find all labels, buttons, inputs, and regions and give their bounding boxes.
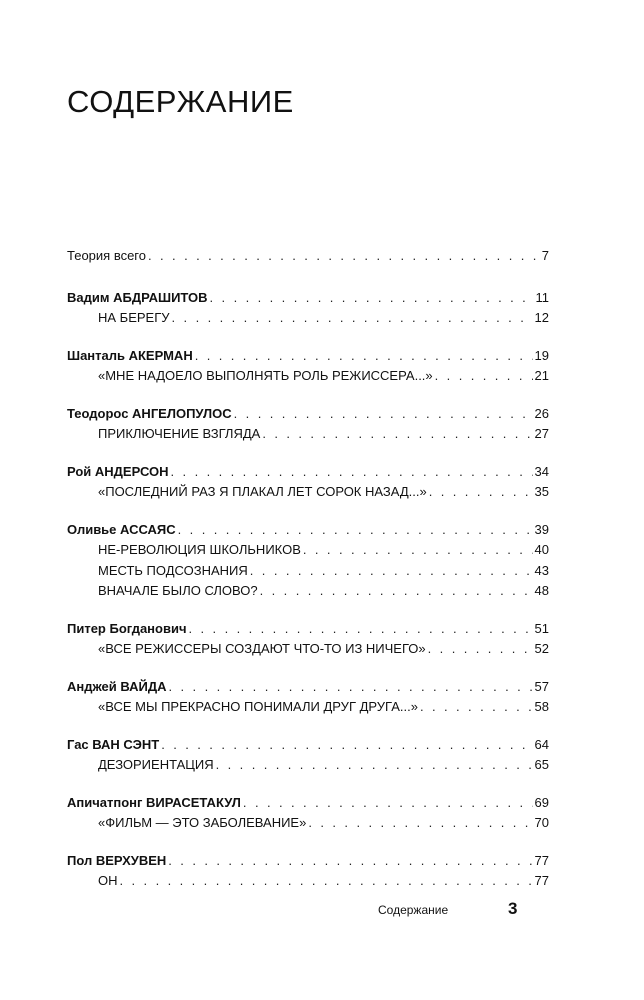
toc-entry-page: 35 — [534, 484, 549, 499]
toc-entry-page: 11 — [535, 289, 549, 305]
toc-entry-title: Пол ВЕРХУВЕН — [67, 852, 167, 868]
toc-entry-title: «ВСЕ МЫ ПРЕКРАСНО ПОНИМАЛИ ДРУГ ДРУГА...» — [98, 699, 418, 714]
toc-entry-title: Апичатпонг ВИРАСЕТАКУЛ — [67, 794, 241, 810]
toc-entry-title: НЕ-РЕВОЛЮЦИЯ ШКОЛЬНИКОВ — [98, 542, 301, 557]
toc-entry-title: Вадим АБДРАШИТОВ — [67, 289, 208, 305]
toc-entry-page: 77 — [534, 873, 549, 888]
toc-entry-page: 65 — [534, 757, 549, 772]
section-spacer — [67, 503, 549, 520]
section-spacer — [67, 267, 549, 288]
toc-author-entry[interactable] — [67, 619, 549, 640]
toc-entry-page: 52 — [534, 641, 549, 656]
dot-leader — [216, 755, 533, 776]
dot-leader — [178, 520, 533, 541]
dot-leader — [169, 677, 533, 698]
toc-author-entry[interactable] — [67, 520, 549, 541]
toc-chapter-entry[interactable] — [67, 581, 549, 602]
dot-leader — [168, 851, 532, 872]
toc-entry-title: МЕСТЬ ПОДСОЗНАНИЯ — [98, 562, 248, 578]
dot-leader — [429, 482, 533, 503]
toc-author-entry[interactable] — [67, 346, 549, 367]
dot-leader — [161, 735, 532, 756]
table-of-contents — [67, 246, 549, 892]
toc-chapter-entry[interactable] — [67, 697, 549, 718]
toc-entry-page: 69 — [534, 794, 549, 810]
toc-entry-page: 34 — [534, 463, 549, 479]
toc-sections — [67, 267, 549, 892]
toc-entry-title: Шанталь АКЕРМАН — [67, 347, 193, 363]
dot-leader — [243, 793, 533, 814]
toc-entry-page: 77 — [534, 852, 549, 868]
toc-entry-title: «ФИЛЬМ — ЭТО ЗАБОЛЕВАНИЕ» — [98, 815, 307, 830]
toc-entry-page: 48 — [534, 583, 549, 598]
section-spacer — [67, 387, 549, 404]
toc-entry-title: «МНЕ НАДОЕЛО ВЫПОЛНЯТЬ РОЛЬ РЕЖИССЕРА...» — [98, 368, 433, 383]
section-spacer — [67, 834, 549, 851]
toc-entry-page: 58 — [534, 699, 549, 714]
toc-entry-page: 51 — [534, 620, 549, 636]
toc-author-entry[interactable] — [67, 677, 549, 698]
toc-author-entry[interactable] — [67, 462, 549, 483]
toc-entry-title: Теодорос АНГЕЛОПУЛОС — [67, 405, 232, 421]
toc-entry-title: Гас ВАН СЭНТ — [67, 736, 160, 752]
page-number: 3 — [508, 899, 518, 918]
page-title: СОДЕРЖАНИЕ — [67, 84, 294, 119]
toc-entry-title: Рой АНДЕРСОН — [67, 463, 169, 479]
section-spacer — [67, 602, 549, 619]
dot-leader — [148, 246, 540, 267]
toc-entry-page: 39 — [534, 521, 549, 537]
toc-entry-title: Анджей ВАЙДА — [67, 678, 167, 694]
dot-leader — [120, 871, 533, 892]
dot-leader — [172, 308, 533, 329]
running-footer-label: Содержание — [378, 903, 449, 917]
toc-chapter-entry[interactable] — [67, 424, 549, 445]
dot-leader — [435, 366, 533, 387]
toc-intro-entry[interactable] — [67, 246, 549, 267]
dot-leader — [308, 813, 532, 834]
toc-entry-page: 26 — [534, 405, 549, 421]
toc-author-entry[interactable] — [67, 735, 549, 756]
toc-author-entry[interactable] — [67, 404, 549, 425]
section-spacer — [67, 718, 549, 735]
toc-chapter-entry[interactable] — [67, 366, 549, 387]
toc-author-entry[interactable] — [67, 288, 549, 309]
toc-entry-title: ВНАЧАЛЕ БЫЛО СЛОВО? — [98, 583, 258, 598]
dot-leader — [189, 619, 533, 640]
section-spacer — [67, 776, 549, 793]
toc-author-entry[interactable] — [67, 793, 549, 814]
dot-leader — [250, 561, 533, 582]
toc-entry-page: 12 — [534, 310, 549, 325]
toc-entry-page: 40 — [534, 542, 549, 557]
toc-entry-page: 21 — [534, 368, 549, 383]
toc-chapter-entry[interactable] — [67, 755, 549, 776]
toc-entry-title: «ПОСЛЕДНИЙ РАЗ Я ПЛАКАЛ ЛЕТ СОРОК НАЗАД...» — [98, 484, 427, 499]
toc-entry-page: 64 — [534, 736, 549, 752]
dot-leader — [195, 346, 533, 367]
toc-entry-title: Теория всего — [67, 248, 146, 263]
toc-entry-title: ПРИКЛЮЧЕНИЕ ВЗГЛЯДА — [98, 426, 261, 441]
toc-chapter-entry[interactable] — [67, 540, 549, 561]
toc-entry-page: 27 — [534, 426, 549, 441]
dot-leader — [262, 424, 532, 445]
toc-entry-title: ДЕЗОРИЕНТАЦИЯ — [98, 757, 214, 772]
toc-entry-title: ОН — [98, 873, 118, 888]
dot-leader — [260, 581, 533, 602]
toc-entry-title: Оливье АССАЯС — [67, 521, 176, 537]
section-spacer — [67, 445, 549, 462]
toc-chapter-entry[interactable] — [67, 871, 549, 892]
toc-entry-page: 70 — [534, 815, 549, 830]
toc-chapter-entry[interactable] — [67, 308, 549, 329]
dot-leader — [210, 288, 534, 309]
dot-leader — [428, 639, 533, 660]
toc-entry-page: 7 — [541, 248, 549, 263]
toc-entry-page: 19 — [534, 347, 549, 363]
toc-chapter-entry[interactable] — [67, 639, 549, 660]
toc-entry-title: Питер Богданович — [67, 620, 187, 636]
dot-leader — [234, 404, 533, 425]
section-spacer — [67, 660, 549, 677]
dot-leader — [171, 462, 533, 483]
toc-chapter-entry[interactable] — [67, 561, 549, 582]
section-spacer — [67, 329, 549, 346]
toc-entry-page: 43 — [534, 562, 549, 578]
dot-leader — [420, 697, 533, 718]
toc-author-entry[interactable] — [67, 851, 549, 872]
toc-chapter-entry[interactable] — [67, 482, 549, 503]
toc-entry-page: 57 — [534, 678, 549, 694]
toc-entry-title: НА БЕРЕГУ — [98, 310, 170, 325]
dot-leader — [303, 540, 533, 561]
toc-chapter-entry[interactable] — [67, 813, 549, 834]
toc-entry-title: «ВСЕ РЕЖИССЕРЫ СОЗДАЮТ ЧТО-ТО ИЗ НИЧЕГО» — [98, 641, 426, 656]
